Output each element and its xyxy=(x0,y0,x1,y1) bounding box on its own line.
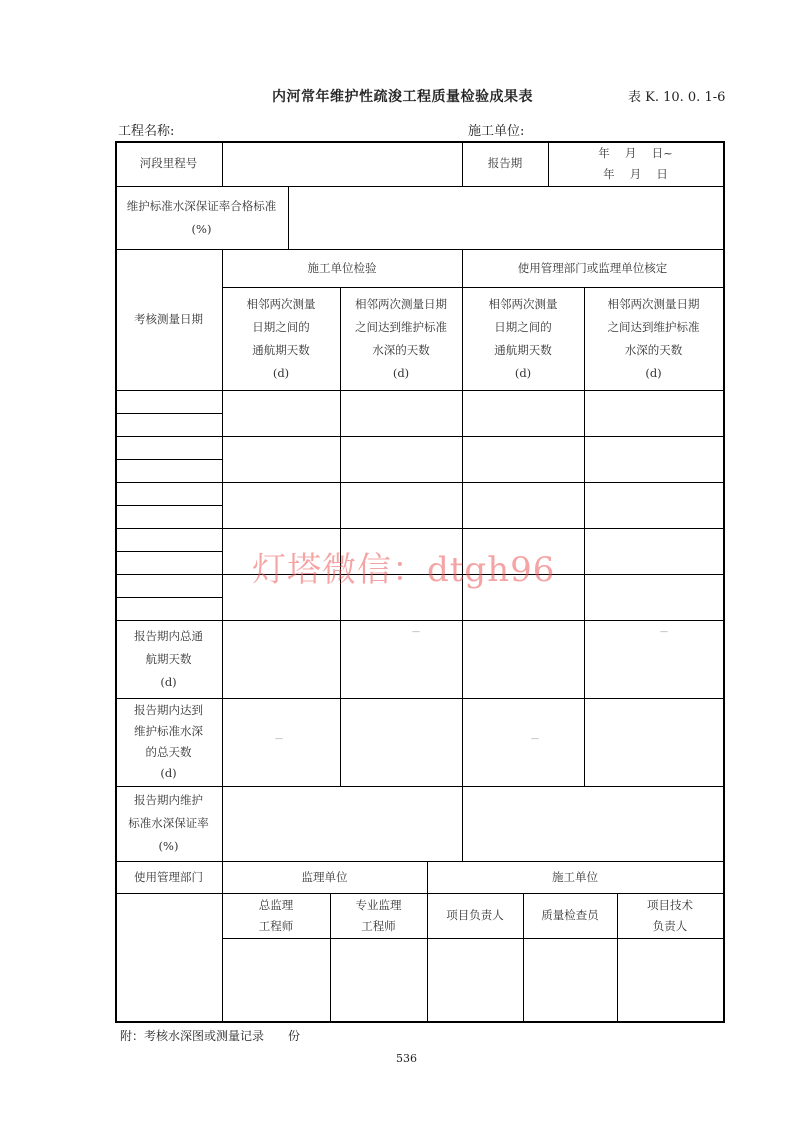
table-title: 内河常年维护性疏浚工程质量检验成果表 xyxy=(272,89,533,105)
nav-days-header-b xyxy=(462,287,584,390)
supervision-verify-header: 使用管理部门或监理单位核定 xyxy=(517,260,668,275)
specialist-supervisor-label xyxy=(330,893,427,938)
dash-mark: — xyxy=(531,734,539,743)
label-line: 工程师 xyxy=(361,918,396,933)
period-start: 年 月 日~ xyxy=(598,145,673,160)
label-line: 项目技术 xyxy=(647,897,693,912)
construction-check-header: 施工单位检验 xyxy=(307,260,377,275)
header-line: 相邻两次测量 xyxy=(246,296,316,311)
header-line: 相邻两次测量日期 xyxy=(355,296,447,311)
guarantee-rate-label xyxy=(115,786,222,861)
std-days-header-b xyxy=(584,287,723,390)
technical-leader-label xyxy=(617,893,723,938)
report-period-label: 报告期 xyxy=(487,156,523,170)
label-line: 的总天数 xyxy=(145,745,192,759)
header-line: 日期之间的 xyxy=(494,319,552,334)
dash-mark: — xyxy=(412,627,420,636)
river-section-label: 河段里程号 xyxy=(139,156,198,170)
label-line: 报告期内达到 xyxy=(134,703,203,717)
table-number: 表 K. 10. 0. 1-6 xyxy=(628,90,726,105)
header-line: 水深的天数 xyxy=(624,342,683,357)
header-line: (d) xyxy=(392,365,410,380)
header-line: 相邻两次测量日期 xyxy=(607,296,700,311)
qualified-standard-label xyxy=(115,186,288,249)
header-line: 日期之间的 xyxy=(252,319,310,334)
page-number: 536 xyxy=(396,1052,417,1065)
label-line: 负责人 xyxy=(652,918,688,933)
header-line: (d) xyxy=(645,365,662,380)
period-end: 年 月 日 xyxy=(603,166,668,181)
label-line: 总监理 xyxy=(258,897,294,912)
check-date-label: 考核测量日期 xyxy=(134,312,203,326)
header-line: 水深的天数 xyxy=(372,342,430,357)
header-line: 通航期天数 xyxy=(494,342,552,357)
standard-unit: (%) xyxy=(191,221,212,236)
label-line: 航期天数 xyxy=(145,651,192,666)
label-line: (%) xyxy=(158,839,179,853)
total-std-days-label xyxy=(115,698,222,786)
chief-supervisor-label xyxy=(222,893,330,938)
label-line: 工程师 xyxy=(258,918,294,933)
dash-mark: — xyxy=(660,627,668,636)
label-line: (d) xyxy=(160,766,177,780)
mgmt-dept-label: 使用管理部门 xyxy=(134,869,203,884)
watermark: 灯塔微信：dtgh96 xyxy=(252,550,556,590)
label-line: 标准水深保证率 xyxy=(128,816,209,830)
nav-days-header-a xyxy=(222,287,340,390)
standard-text: 维护标准水深保证率合格标准 xyxy=(126,198,277,213)
attachment-note: 附：考核水深图或测量记录 份 xyxy=(120,1029,301,1043)
label-line: 报告期内总通 xyxy=(134,628,203,643)
label-line: 维护标准水深 xyxy=(134,724,203,738)
header-line: 之间达到维护标准 xyxy=(355,319,447,334)
header-line: 通航期天数 xyxy=(252,342,310,357)
construction-unit-label: 施工单位: xyxy=(468,124,525,139)
header-line: (d) xyxy=(272,365,290,380)
label-line: 报告期内维护 xyxy=(134,793,203,807)
total-nav-days-label xyxy=(115,620,222,698)
supervision-unit-label: 监理单位 xyxy=(301,869,348,884)
construction-unit-sign-label: 施工单位 xyxy=(552,869,598,884)
report-period-dates xyxy=(548,141,723,186)
label-line: 专业监理 xyxy=(355,897,402,912)
project-leader-label: 项目负责人 xyxy=(446,908,504,922)
header-line: (d) xyxy=(514,365,532,380)
header-line: 相邻两次测量 xyxy=(488,296,558,311)
std-days-header-a xyxy=(340,287,462,390)
quality-inspector-label: 质量检查员 xyxy=(541,908,599,922)
dash-mark: — xyxy=(275,734,283,743)
label-line: (d) xyxy=(160,674,177,689)
project-name-label: 工程名称: xyxy=(118,124,175,139)
header-line: 之间达到维护标准 xyxy=(607,319,700,334)
